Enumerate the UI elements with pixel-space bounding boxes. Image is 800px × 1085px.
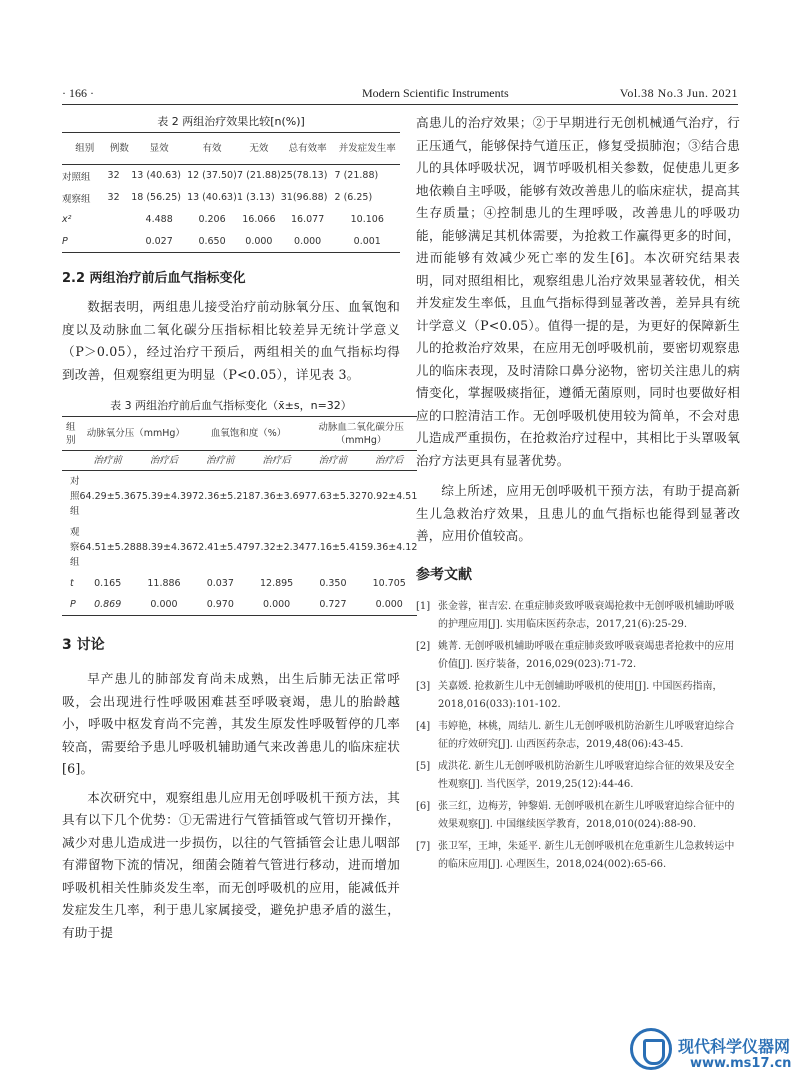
table-cell: 18 (56.25): [131, 192, 181, 203]
reference-item: [416, 718, 740, 754]
reference-text: 张卫军，王坤，朱延平. 新生儿无创呼吸机在危重新生儿急救转运中的临床应用[J]. 心理医生，2018,024(002):65-66.: [438, 840, 735, 870]
table-cell: 25(78.13): [280, 170, 328, 182]
table2-header: 无效: [237, 133, 281, 165]
table-cell: P: [62, 235, 68, 247]
table-cell: 12.895: [259, 578, 294, 589]
table3-subheader-row: [62, 451, 417, 471]
table-cell: 观察组: [70, 527, 80, 568]
table2-header: 总有效率: [281, 133, 335, 165]
table-cell: 0.000: [294, 235, 322, 247]
table-row: [62, 165, 400, 187]
table-cell: 64.29±5.36: [79, 491, 136, 502]
table-cell: 75.39±4.39: [135, 491, 193, 502]
section-heading: 2.2 两组治疗前后血气指标变化: [62, 271, 246, 286]
table3-subheader: 治疗前: [192, 451, 248, 471]
reference-item: [416, 638, 740, 674]
table-cell: 11.886: [147, 578, 181, 589]
table3-subheader: 治疗后: [248, 451, 304, 471]
table-cell: 4.488: [145, 214, 173, 225]
table-cell: 16.077: [291, 214, 325, 225]
table3: [62, 416, 417, 616]
table-cell: 13 (40.63): [131, 170, 181, 182]
table-cell: P: [70, 599, 76, 610]
table-cell: [108, 231, 132, 253]
table3-header: 动脉氧分压（mmHg）: [80, 417, 193, 451]
table-row: [62, 594, 417, 616]
table-row: [62, 471, 417, 523]
table2-title: 表 2 两组治疗效果比较[n(%)]: [157, 115, 305, 128]
table-cell: 88.39±4.36: [135, 542, 193, 553]
table3-header: 动脉血二氧化碳分压（mmHg）: [305, 417, 418, 451]
table-cell: 0.206: [198, 214, 226, 225]
table-cell: 0.000: [245, 235, 273, 247]
table-cell: 0.727: [319, 599, 347, 610]
table-cell: 7 (21.88): [237, 170, 281, 182]
reference-item: [416, 678, 740, 714]
table-cell: 2 (6.25): [334, 192, 373, 203]
reference-item: [416, 758, 740, 794]
table-row: [62, 187, 400, 209]
reference-number: [7]: [416, 840, 431, 852]
reference-number: [6]: [416, 800, 431, 812]
table3-subheader: 治疗前: [305, 451, 361, 471]
table-cell: 0.350: [319, 578, 347, 589]
table-cell: 0.970: [206, 599, 234, 610]
table-cell: 0.001: [353, 235, 381, 247]
table-cell: 72.41±5.47: [192, 542, 249, 553]
reference-number: [3]: [416, 680, 431, 692]
reference-text: 韦婷艳，林桃，周结儿. 新生儿无创呼吸机防治新生儿呼吸窘迫综合征的疗效研究[J]. 山西医药杂志，2019,48(06):43-45.: [438, 720, 735, 750]
table-cell: 32: [107, 170, 120, 182]
table-cell: 0.027: [145, 235, 173, 247]
table3-header: 血氧饱和度（%）: [192, 417, 305, 451]
table3-subheader: 治疗前: [80, 451, 136, 471]
reference-text: 张三红，边梅芳，钟黎娟. 无创呼吸机在新生儿呼吸窘迫综合征中的效果观察[J]. 中国继续医学教育，2018,010(024):88-90.: [438, 800, 735, 830]
reference-text: 张金蓉，崔吉宏. 在重症肺炎致呼吸衰竭抢救中无创呼吸机辅助呼吸的护理应用[J]. 实用临床医药杂志，2017,21(6):25-29.: [438, 600, 735, 630]
table-row: [62, 522, 417, 573]
table3-subheader: 治疗后: [361, 451, 417, 471]
table-row: [62, 231, 400, 253]
table-cell: 31(96.88): [280, 192, 328, 203]
reference-item: [416, 838, 740, 874]
reference-item: [416, 798, 740, 834]
paragraph: 综上所述，应用无创呼吸机干预方法，有助于提高新生儿急救治疗效果，且患儿的血气指标也能得到显著改善，应用价值较高。: [416, 483, 740, 543]
table2-header: 显效: [131, 133, 187, 165]
table-cell: 0.000: [375, 599, 403, 610]
table-cell: x²: [62, 214, 72, 225]
paragraph: 数据表明，两组患儿接受治疗前动脉氧分压、血氧饱和度以及动脉血二氧化碳分压指标相比较差异无统计学意义（P＞0.05），经过治疗干预后，两组相关的血气指标均得到改善，但观察组更为明显（P<0.05），详见表 3。: [62, 299, 400, 382]
references-heading: 参考文献: [416, 566, 472, 583]
table-cell: 77.16±5.41: [304, 542, 362, 553]
page-number: · 166 ·: [62, 86, 94, 100]
watermark-url: www.ms17.cn: [690, 1056, 792, 1071]
table-cell: 72.36±5.21: [192, 491, 249, 502]
table-cell: 0.165: [94, 578, 122, 589]
table3-header: 组别: [62, 417, 80, 451]
table-cell: 87.36±3.69: [248, 491, 305, 502]
watermark-name: 现代科学仪器网: [678, 1037, 791, 1056]
table2-header: 有效: [187, 133, 237, 165]
table-cell: 0.000: [150, 599, 178, 610]
volume-issue: Vol.38 No.3 Jun. 2021: [619, 86, 738, 100]
table-cell: 32: [107, 192, 120, 203]
table-cell: 64.51±5.28: [79, 542, 136, 553]
table2-header: 并发症发生率: [335, 133, 400, 165]
paragraph: 本次研究中，观察组患儿应用无创呼吸机干预方法，其具有以下几个优势：①无需进行气管插管或气管切开操作，减少对患儿造成进一步损伤，以往的气管插管会让患儿咽部有滞留物下流的情况，细菌会随着气管进行移动，进而增加呼吸机相关性肺炎发生率，而无创呼吸机的应用，能减低并发症发生几率，利于患儿家属接受，避免护患矛盾的滋生，有助于提: [62, 789, 400, 940]
table-cell: [108, 209, 132, 231]
reference-list: [416, 598, 740, 874]
table-cell: t: [70, 578, 74, 589]
table2-header: 例数: [108, 133, 132, 165]
table-cell: 7 (21.88): [334, 170, 379, 182]
table-row: [62, 573, 417, 594]
table-cell: 97.32±2.34: [248, 542, 305, 553]
table-cell: 10.705: [372, 578, 406, 589]
table-cell: 13 (40.63): [187, 192, 237, 203]
microscope-logo-icon: [630, 1028, 672, 1070]
table3-subheader: [62, 451, 80, 471]
reference-text: 姚菁. 无创呼吸机辅助呼吸在重症肺炎致呼吸衰竭患者抢救中的应用价值[J]. 医疗装备，2016,029(023):71-72.: [438, 640, 735, 670]
running-header: [62, 86, 738, 102]
table-cell: 12 (37.50): [187, 170, 237, 182]
table-cell: 1 (3.13): [237, 192, 275, 203]
table-cell: 对照组: [62, 171, 91, 183]
section-heading: 3 讨论: [62, 637, 105, 653]
reference-item: [416, 598, 740, 634]
table2: [62, 132, 400, 253]
table-cell: 0.869: [94, 599, 122, 610]
table-cell: 16.066: [242, 214, 276, 225]
watermark: [630, 1028, 800, 1085]
table-cell: 0.000: [263, 599, 291, 610]
table-cell: 77.63±5.32: [304, 491, 362, 502]
paragraph: 早产患儿的肺部发育尚未成熟，出生后肺无法正常呼吸，会出现进行性呼吸困难甚至呼吸衰竭，患儿的胎龄越小，呼吸中枢发育尚不完善，其发生原发性呼吸暂停的几率较高，需要给予患儿呼吸机辅助通气来改善患儿的临床症状[6]。: [62, 671, 400, 776]
table-cell: 观察组: [62, 193, 91, 205]
reference-number: [5]: [416, 760, 431, 772]
table-cell: 10.106: [350, 214, 384, 225]
table-cell: 0.037: [206, 578, 234, 589]
left-column: [62, 112, 418, 944]
table3-title: 表 3 两组治疗前后血气指标变化（x̄±s，n=32）: [110, 399, 352, 412]
journal-name: Modern Scientific Instruments: [362, 86, 509, 100]
table-cell: 70.92±4.51: [361, 491, 418, 502]
reference-number: [2]: [416, 640, 431, 652]
table-cell: 0.650: [198, 235, 226, 247]
table-cell: 对照组: [70, 476, 80, 517]
table-cell: 59.36±4.12: [361, 542, 418, 553]
paragraph: 高患儿的治疗效果；②于早期进行无创机械通气治疗，行正压通气，能够保持气道压正，修复受损肺泡；③结合患儿的具体呼吸状况，调节呼吸机相关参数，促使患儿更多地依赖自主呼吸，能够有效改善患儿的临床症状，提高其生存质量；④控制患儿的生理呼吸，改善患儿的呼吸功能，能够满足其机体需要，为抢救工作赢得更多的时间，进而能够有效减少死亡率的发生[6]。本次研究结果表明，同对照组相比，观察组患儿治疗效果显著较优，相关并发症发生率低，且血气指标得到显著改善，差异具有统计学意义（P<0.05）。值得一提的是，为更好的保障新生儿的抢救治疗效果，在应用无创呼吸机前，要密切观察患儿的临床表现，及时清除口鼻分泌物，密切关注患儿的病情变化，掌握吸痰指征，遵循无菌原则，同时也要做好相应的口腔清洁工作。无创呼吸机使用较为简单，不会对患儿造成严重损伤，在抢救治疗过程中，其相比于头罩吸氧治疗方法更具有显著优势。: [416, 115, 740, 468]
table2-header: 组别: [62, 133, 108, 165]
reference-number: [4]: [416, 720, 431, 732]
table-row: [62, 209, 400, 231]
table2-header-row: [62, 133, 400, 165]
reference-text: 成洪花. 新生儿无创呼吸机防治新生儿呼吸窘迫综合征的效果及安全性观察[J]. 当代医学，2019,25(12):44-46.: [438, 760, 735, 790]
right-column: [416, 112, 740, 878]
header-rule: [62, 104, 738, 105]
reference-number: [1]: [416, 600, 431, 612]
table3-header-row: [62, 417, 417, 451]
reference-text: 关嘉媛. 抢救新生儿中无创辅助呼吸机的使用[J]. 中国医药指南，2018,016(033):101-102.: [438, 680, 723, 710]
table3-subheader: 治疗后: [136, 451, 192, 471]
